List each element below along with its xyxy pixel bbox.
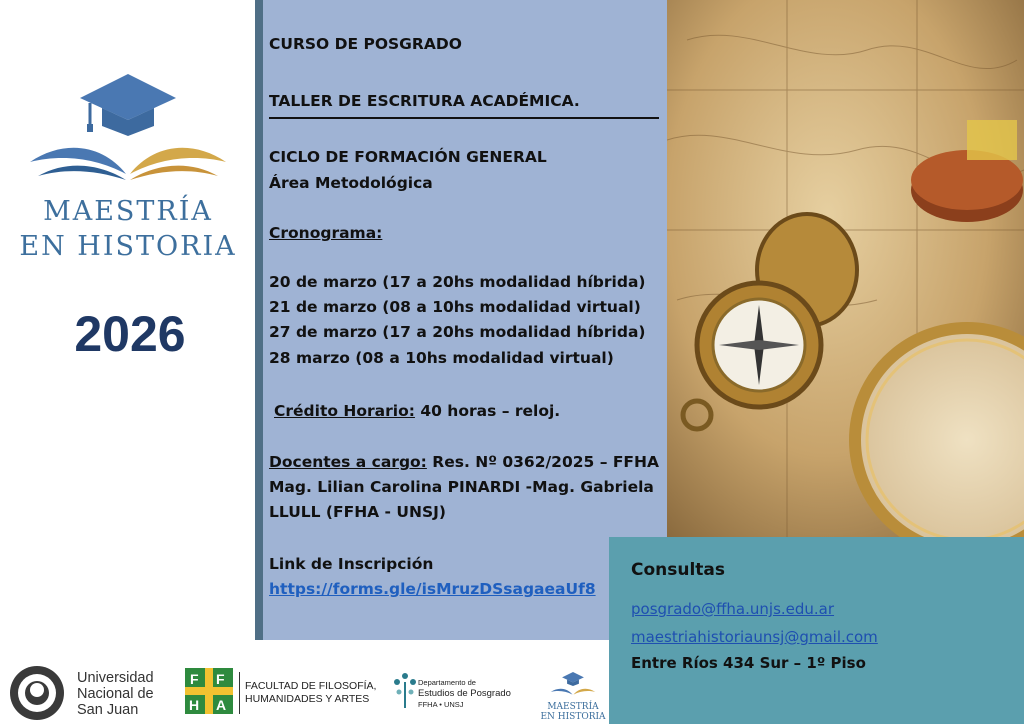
registration-link-wrap <box>269 580 596 598</box>
schedule-item: 21 de marzo (08 a 10hs modalidad virtual) <box>269 298 641 316</box>
registration-label: Link de Inscripción <box>269 555 434 573</box>
ffha-name-line: HUMANIDADES Y ARTES <box>245 693 370 705</box>
course-type-title: CURSO DE POSGRADO <box>269 35 462 53</box>
dept-line: Estudios de Posgrado <box>418 688 511 699</box>
credit-value: 40 horas – reloj. <box>414 402 561 420</box>
schedule-item: 28 marzo (08 a 10hs modalidad virtual) <box>269 349 614 367</box>
teachers-resolution: Res. Nº 0362/2025 – FFHA <box>426 453 659 471</box>
brand-line-1: MAESTRÍA <box>43 196 213 227</box>
unsj-name-line: Universidad <box>77 670 154 686</box>
teachers-label: Docentes a cargo: <box>269 453 427 471</box>
schedule-heading: Cronograma: <box>269 224 383 242</box>
contact-title: Consultas <box>631 560 726 580</box>
antique-map-compass-image <box>667 0 1024 537</box>
compass-map-photo <box>667 0 1024 537</box>
unsj-name-line: San Juan <box>77 702 139 718</box>
mini-graduation-logo-icon <box>548 668 598 700</box>
registration-link[interactable]: https://forms.gle/isMruzDSsagaeaUf8 <box>269 580 596 598</box>
schedule-item: 20 de marzo (17 a 20hs modalidad híbrida) <box>269 273 646 291</box>
mini-brand-line: MAESTRÍA <box>547 702 599 712</box>
credit-row <box>274 402 560 420</box>
svg-text:F: F <box>190 671 199 687</box>
svg-text:F: F <box>216 671 225 687</box>
unsj-name-line: Nacional de <box>77 686 154 702</box>
contact-email-link[interactable]: maestriahistoriaunsj@gmail.com <box>631 628 878 646</box>
left-panel <box>0 0 255 724</box>
year-heading: 2026 <box>74 306 186 362</box>
unsj-seal-icon <box>8 664 66 722</box>
unsj-name <box>77 670 154 718</box>
credit-label: Crédito Horario: <box>274 402 415 420</box>
teachers-names-cont: LLULL (FFHA - UNSJ) <box>269 503 446 521</box>
svg-text:A: A <box>216 697 227 713</box>
title-underline <box>269 117 659 119</box>
schedule-item: 27 de marzo (17 a 20hs modalidad híbrida) <box>269 323 646 341</box>
area-label: Área Metodológica <box>269 174 433 192</box>
panel-divider <box>255 0 263 640</box>
graduation-book-logo-icon <box>18 62 238 192</box>
tree-logo-icon <box>393 668 417 708</box>
brand-line-2: EN HISTORIA <box>19 231 237 262</box>
footer-separator <box>239 672 240 714</box>
course-name-title: TALLER DE ESCRITURA ACADÉMICA. <box>269 92 580 110</box>
mini-brand-text <box>537 702 609 722</box>
mini-brand-line: EN HISTORIA <box>540 712 606 722</box>
dept-line: Departamento de <box>418 678 476 687</box>
ffha-name <box>245 680 376 706</box>
ffha-name-line: FACULTAD DE FILOSOFÍA, <box>245 680 377 692</box>
teachers-names: Mag. Lilian Carolina PINARDI -Mag. Gabriela <box>269 478 654 496</box>
cycle-label: CICLO DE FORMACIÓN GENERAL <box>269 148 547 166</box>
teachers-row <box>269 453 659 471</box>
contact-email-link[interactable]: posgrado@ffha.unjs.edu.ar <box>631 600 835 618</box>
dept-line: FFHA • UNSJ <box>418 700 464 709</box>
contact-address: Entre Ríos 434 Sur – 1º Piso <box>631 654 866 672</box>
ffha-logo-icon <box>185 668 235 716</box>
svg-text:H: H <box>189 697 200 713</box>
posgrado-dept-name <box>418 677 511 710</box>
